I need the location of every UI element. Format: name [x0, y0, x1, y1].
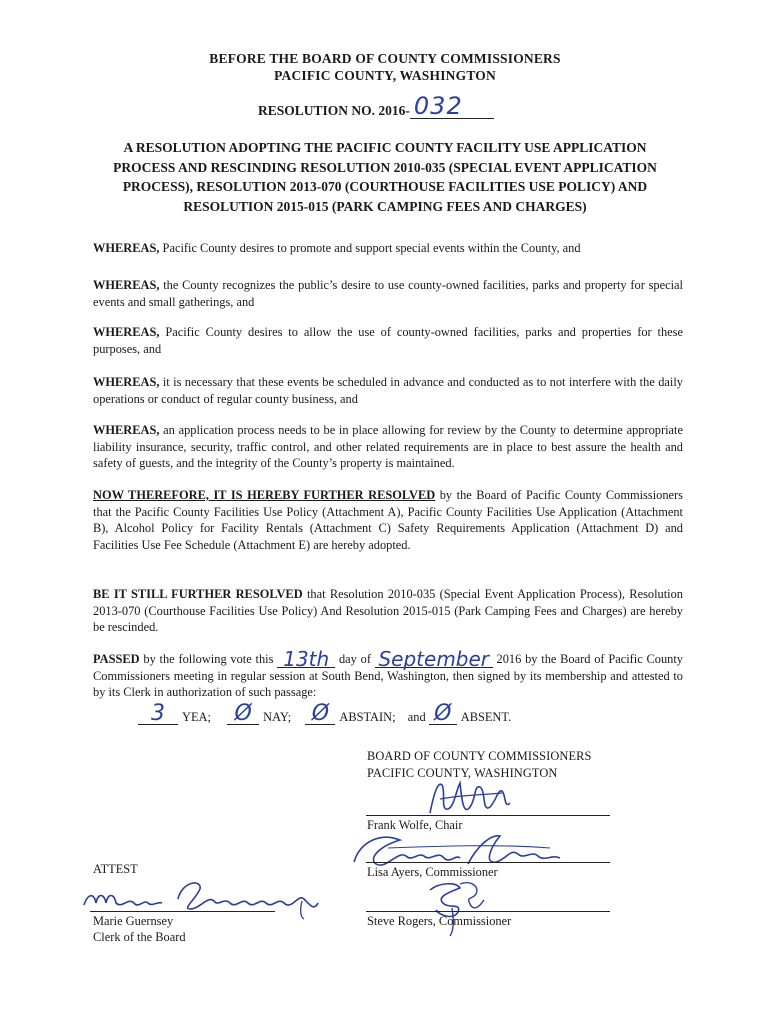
resolution-number-blank — [410, 92, 494, 120]
abstain-blank — [305, 701, 335, 726]
passed-text-a: by the following vote this — [139, 652, 278, 666]
board-label-line-1: BOARD OF COUNTY COMMISSIONERS — [367, 749, 592, 763]
nay-count: Ø — [234, 701, 252, 726]
whereas-lead: WHEREAS, — [93, 241, 160, 255]
whereas-text: an application process needs to be in place allowing for review by the County to determine appropriate liability insurance, security, traffic control, and other related requirements are in place to best assure the health and safety of guests, and the integrity of the County’s property is maintained. — [93, 423, 683, 471]
abstain-count: Ø — [311, 701, 330, 726]
resolution-handwritten-number: 032 — [413, 92, 463, 120]
whereas-paragraph — [93, 422, 683, 472]
signature-line-ayers — [366, 862, 610, 863]
and-label: and — [407, 710, 426, 724]
resolution-label: RESOLUTION NO. 2016- — [258, 103, 410, 118]
be-it-still-text: that Resolution 2010-035 (Special Event Application Process), Resolution 2013-070 (Courthouse Facilities Use Policy) And Resolution 2015-015 (Park Camping Fees and Charges) are hereby be rescinded. — [93, 587, 683, 635]
nay-label: NAY; — [263, 710, 292, 724]
clerk-name: Marie Guernsey — [93, 914, 174, 928]
whereas-lead: WHEREAS, — [93, 278, 160, 292]
absent-label: ABSENT. — [460, 710, 512, 724]
passed-paragraph — [93, 647, 683, 701]
month-handwritten: September — [378, 647, 490, 671]
board-label-line-2: PACIFIC COUNTY, WASHINGTON — [367, 766, 558, 780]
abstain-label: ABSTAIN; — [339, 710, 396, 724]
whereas-text: it is necessary that these events be scheduled in advance and conducted as to not interfere with the daily operations or conduct of regular county business, and — [93, 375, 683, 406]
passed-text-b: day of — [335, 652, 375, 666]
whereas-lead: WHEREAS, — [93, 375, 160, 389]
absent-blank — [429, 701, 457, 726]
signature-line-rogers — [366, 911, 610, 912]
header-line-1: BEFORE THE BOARD OF COUNTY COMMISSIONERS — [209, 51, 561, 66]
whereas-paragraph — [93, 277, 683, 310]
now-therefore-text: by the Board of Pacific County Commissioners that the Pacific County Facilities Use Policy (Attachment A), Pacific County Facilities Use Application (Attachment B), Alcohol Policy for Facility Rentals (Attachment C) Safety Requirements Application (Attachment D) and Facilities Use Fee Schedule (Attachment E) are hereby adopted. — [93, 488, 683, 552]
passed-text-c: 2016 by the Board of Pacific County Commissioners meeting in regular session at South Bend, Washington, then signed by its membership and attested to by its Clerk in authorization of such passage: — [93, 652, 683, 700]
signatory-name-rogers: Steve Rogers, Commissioner — [367, 914, 512, 928]
whereas-lead: WHEREAS, — [93, 325, 160, 339]
whereas-lead: WHEREAS, — [93, 423, 160, 437]
header-line-2: PACIFIC COUNTY, WASHINGTON — [274, 68, 496, 83]
signature-line-clerk — [90, 911, 275, 912]
yea-label: YEA; — [182, 710, 211, 724]
whereas-text: Pacific County desires to allow the use of county-owned facilities, parks and properties for these purposes, and — [93, 325, 683, 356]
day-blank — [277, 647, 335, 671]
nay-blank — [227, 701, 259, 726]
be-it-still-paragraph — [93, 586, 683, 636]
passed-lead: PASSED — [93, 652, 140, 666]
whereas-paragraph — [93, 324, 683, 357]
resolution-title: A RESOLUTION ADOPTING THE PACIFIC COUNTY FACILITY USE APPLICATION PROCESS AND RESCINDING RESOLUTION 2010-035 (SPECIAL EVENT APPLICATION PROCESS), RESOLUTION 2013-070 (COURTHOUSE FACILITIES USE POLICY) AND RESOLUTION 2015-015 (PARK CAMPING FEES AND CHARGES) — [113, 140, 657, 214]
resolution-number — [258, 92, 494, 120]
signatory-name-ayers: Lisa Ayers, Commissioner — [367, 865, 498, 879]
yea-count: 3 — [151, 701, 165, 726]
clerk-title: Clerk of the Board — [93, 930, 186, 944]
whereas-text: the County recognizes the public’s desire to use county-owned facilities, parks and property for special events and small gatherings, and — [93, 278, 683, 309]
signature-line-chair — [366, 815, 610, 816]
yea-blank — [138, 701, 178, 726]
whereas-paragraph — [93, 374, 683, 407]
whereas-text: Pacific County desires to promote and support special events within the County, and — [159, 241, 581, 255]
signature-steve-rogers — [400, 876, 500, 940]
attest-label: ATTEST — [93, 862, 138, 876]
be-it-still-lead: BE IT STILL FURTHER RESOLVED — [93, 587, 303, 601]
day-handwritten: 13th — [283, 647, 330, 671]
now-therefore-paragraph — [93, 487, 683, 553]
vote-tally — [138, 701, 512, 726]
now-therefore-lead: NOW THEREFORE, IT IS HEREBY FURTHER RESOLVED — [93, 488, 436, 502]
month-blank — [375, 647, 493, 671]
signatory-name-chair: Frank Wolfe, Chair — [367, 818, 463, 832]
whereas-paragraph — [93, 240, 683, 257]
absent-count: Ø — [434, 701, 452, 726]
